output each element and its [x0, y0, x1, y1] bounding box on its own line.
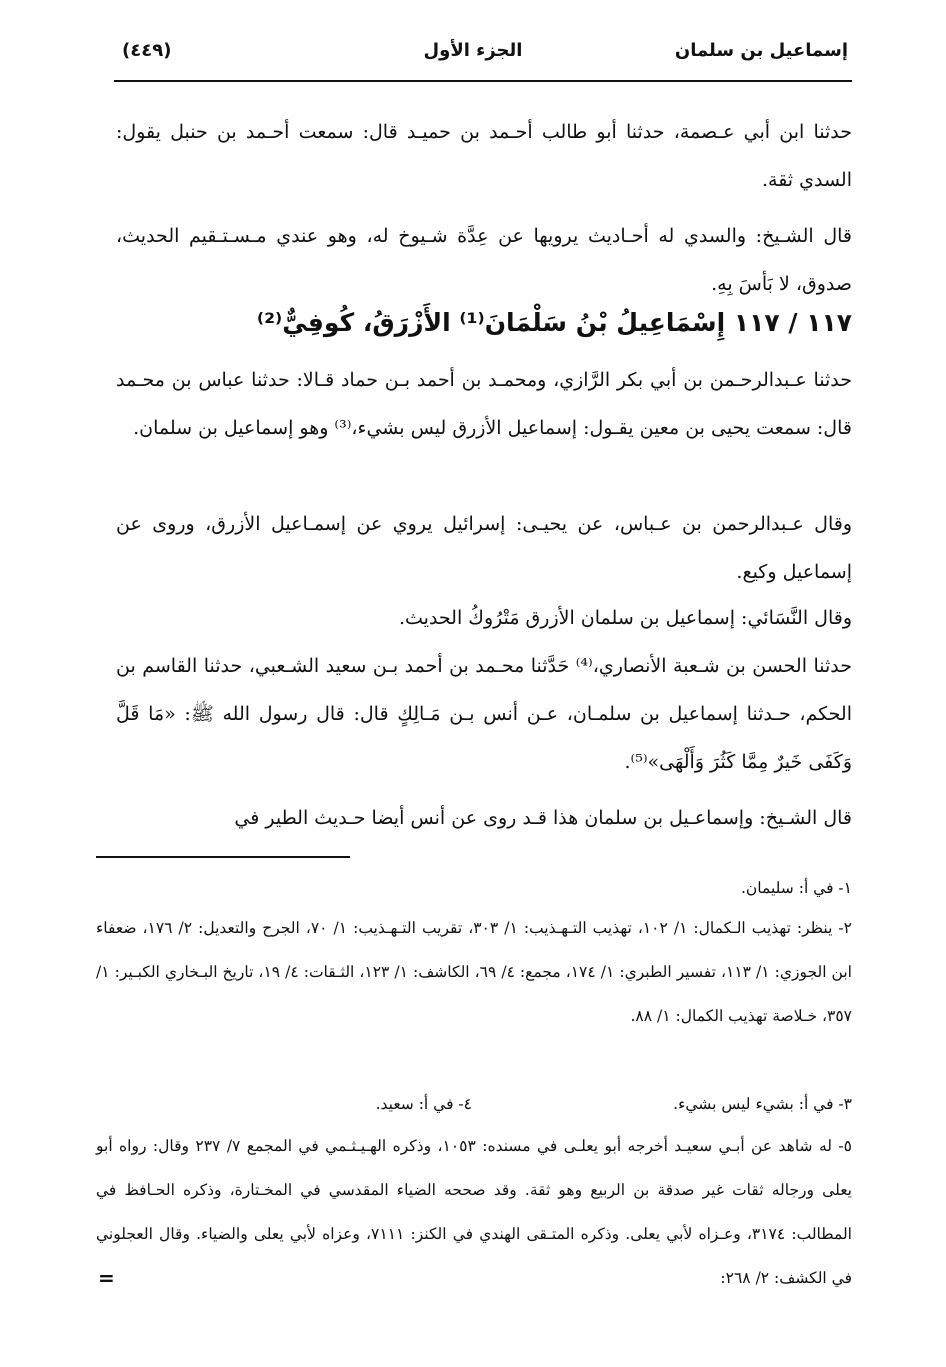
paragraph-1: حدثنا ابن أبي عـصمة، حدثنا أبو طالب أحـمد بن حميـد قال: سمعت أحـمد بن حنبل يقول: السدي ثقة. — [116, 121, 852, 191]
paragraph-2: قال الشـيخ: والسدي له أحـاديث يرويها عن عِدَّة شـيوخ له، وهو عندي مـسـتـقيم الحديث، صدوق، لا بَأسَ بِهِ. — [116, 225, 852, 295]
footnote-4: ٤- في أ: سعيد. — [375, 1095, 472, 1113]
footnote-3: ٣- في أ: بشيء ليس بشيء. — [673, 1095, 852, 1113]
paragraph-4: وقال عـبدالرحمن بن عـباس، عن يحيـى: إسرائيل يروي عن إسمـاعيل الأزرق، وروى عن إسماعيل وكيع. — [116, 513, 852, 583]
running-head-title: إسماعيل بن سلمان — [674, 40, 848, 61]
paragraph-5: وقال النَّسَائي: إسماعيل بن سلمان الأزرق مَتْرُوكُ الحديث. — [398, 607, 852, 629]
paragraph-6: حدثنا الحسن بن شـعبة الأنصاري،⁽⁴⁾ حَدَّثنا محـمد بن أحمد بـن سعيد الشـعبي، حدثنا القاسم بن الحكم، حـدثنا إسماعيل بن سلمـان، عـن أنس بـن مَـالِكٍ قال: قال رسول الله ﷺ: «مَا قَلَّ وَكَفَى خَيرٌ مِمَّا كَثُرَ وَأَلْهَى»⁽⁵⁾. — [116, 655, 852, 773]
page-number: (٤٤٩) — [122, 40, 172, 61]
footnotes-3-4-row — [96, 1082, 852, 1126]
paragraph-7: قال الشـيخ: وإسماعـيل بن سلمان هذا قـد روى عن أنس أيضا حـديث الطير في — [234, 807, 852, 829]
footnote-separator — [96, 856, 350, 858]
footnote-5: ٥- له شاهد عن أبـي سعيـد أخرجه أبو يعلـى في مسنده: ١٠٥٣، وذكره الهـيـثـمي في المجمع ٧/ ٢٣٧ وقال: رواه أبو يعلى ورجاله ثقات غير صدقة بن الربيع وهو ثقة. وقد صححه الضياء المقدسي في المخـتارة، وذكره الحـافظ في المطالب: ٣١٧٤، وعـزاه لأبي يعلى. وذكره المتـقى الهندي في الكنز: ٧١١١، وعزاه لأبي يعلى والضياء. وقال العجلوني في الكشف: ٢/ ٢٦٨: — [96, 1137, 852, 1287]
continuation-mark: = — [98, 1266, 115, 1290]
footnote-2: ٢- ينظر: تهذيب الـكمال: ١/ ١٠٢، تهذيب التـهـذيب: ١/ ٣٠٣، تقريب التـهـذيب: ١/ ٧٠، الجرح والتعديل: ٢/ ١٧٦، ضعفاء ابن الجوزي: ١/ ١١٣، تفسير الطبري: ١/ ١٧٤، مجمع: ٤/ ٦٩، الكاشف: ١/ ١٢٣، الثـقات: ٤/ ١٩، تاريخ البـخاري الكبـير: ١/ ٣٥٧، خـلاصة تهذيب الكمال: ١/ ٨٨. — [96, 919, 852, 1025]
paragraph-3: حدثنا عـبدالرحـمن بن أبي بكر الرَّازي، ومحمـد بن أحمد بـن حماد قـالا: حدثنا عباس بن محـمد قال: سمعت يحيى بن معين يقـول: إسماعيل الأزرق ليس بشيء،⁽³⁾ وهو إسماعيل بن سلمان. — [116, 369, 852, 439]
volume-label: الجزء الأول — [423, 40, 523, 61]
footnote-1: ١- في أ: سليمان. — [741, 879, 852, 897]
header-rule — [114, 80, 852, 82]
entry-title: ١١٧ / ١١٧ إِسْمَاعِيلُ بْنُ سَلْمَانَ⁽¹⁾ الأَزْرَقُ، كُوفِيٌّ⁽²⁾ — [256, 308, 852, 337]
